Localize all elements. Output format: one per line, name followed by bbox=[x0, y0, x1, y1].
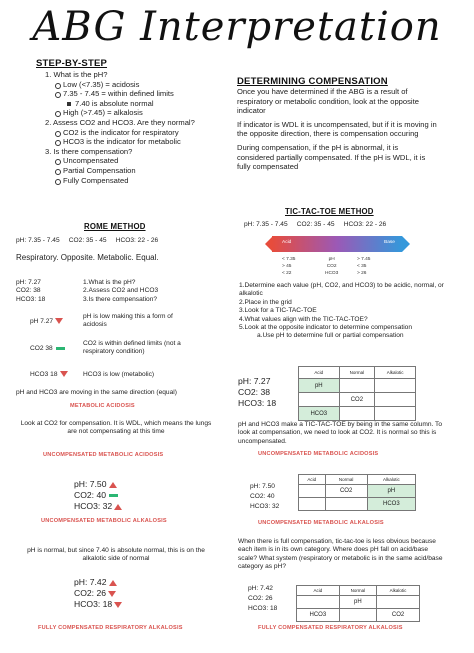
ex-value: HCO3: 18 bbox=[248, 604, 278, 612]
ex-value: CO2: 26 bbox=[248, 594, 273, 602]
grid-header: Normal bbox=[339, 367, 375, 379]
normal-dash-icon bbox=[109, 494, 118, 497]
grid-cell bbox=[339, 609, 376, 622]
comp-p3: During compensation, if the pH is abnormal, it is considered partially compensated. If the pH is WDL, it is fully compensated bbox=[237, 142, 426, 172]
grid-cell bbox=[299, 393, 340, 407]
grid-cell bbox=[375, 407, 416, 421]
grid-cell: CO2 bbox=[325, 485, 367, 498]
step-q3: 3. Is there compensation? bbox=[45, 146, 133, 156]
ex-value: pH: 7.42 bbox=[248, 585, 273, 592]
scale-cell: < 22 bbox=[282, 271, 292, 276]
arrow-up-icon bbox=[109, 580, 117, 586]
hco3-row-label: HCO3 18 bbox=[30, 371, 58, 378]
ex-value: HCO3: 18 bbox=[238, 398, 277, 408]
grid-cell bbox=[377, 596, 420, 609]
hco3-row bbox=[30, 371, 68, 379]
ex-step: 3.Is there compensation? bbox=[83, 295, 158, 303]
comp-p1: Once you have determined if the ABG is a result of respiratory or metabolic condition, look at the opposite indicator bbox=[237, 87, 419, 116]
grid-header: Normal bbox=[339, 586, 376, 596]
q2-item: CO2 is the indicator for respiratory bbox=[63, 128, 235, 138]
ex2-hco3 bbox=[74, 501, 122, 512]
normal-dash-icon bbox=[56, 347, 65, 350]
comp-p2: If indicator is WDL it is uncompensated, but if it is moving in the opposite direction, there is compensation occuring bbox=[237, 119, 437, 139]
grid-header: Acid bbox=[299, 367, 340, 379]
ex-value: CO2: 38 bbox=[16, 287, 41, 295]
grid-header: Normal bbox=[325, 475, 367, 485]
rome-example-values bbox=[16, 279, 45, 304]
scale-cell: < 7.35 bbox=[282, 257, 296, 262]
grid-cell bbox=[375, 393, 416, 407]
same-direction: pH and HCO3 are moving in the same direction (equal) bbox=[16, 389, 177, 396]
step-heading: STEP-BY-STEP bbox=[36, 58, 108, 69]
rome-example-2 bbox=[74, 479, 122, 512]
ex3-hco3-label: HCO3: 18 bbox=[74, 599, 113, 609]
arrow-down-icon bbox=[55, 318, 63, 324]
grid-cell bbox=[339, 407, 375, 421]
label-uncompensated: UNCOMPENSATED METABOLIC ACIDOSIS bbox=[43, 452, 164, 458]
scale-col-acid bbox=[282, 256, 295, 277]
after-grid-1: pH and HCO3 make a TIC-TAC-TOE by being in the same column. To look at compensation, we need to look at CO2. It is normal so this is uncompensated. bbox=[238, 421, 443, 445]
ttt-step: 3.Look for a TIC-TAC-TOE bbox=[239, 307, 317, 315]
grid-cell: HCO3 bbox=[367, 498, 415, 511]
ttt-grid-2 bbox=[298, 474, 416, 511]
grid-cell bbox=[299, 485, 326, 498]
ex-value: pH: 7.27 bbox=[16, 279, 41, 286]
arrow-up-icon bbox=[114, 504, 122, 510]
ttt-ranges: pH: 7.35 - 7.45 CO2: 35 - 45 HCO3: 22 - 26 bbox=[244, 221, 387, 228]
ex-value: HCO3: 18 bbox=[16, 295, 46, 303]
ttt-grid-1 bbox=[298, 366, 416, 421]
ttt-example-3 bbox=[248, 584, 277, 613]
rome-example-3 bbox=[74, 577, 122, 610]
ex2-co2 bbox=[74, 490, 122, 501]
label-ttt-uncompensated: UNCOMPENSATED METABOLIC ACIDOSIS bbox=[258, 451, 379, 457]
q3-item: Partial Compensation bbox=[63, 166, 235, 176]
ttt-example-1 bbox=[238, 376, 276, 409]
grid-cell: pH bbox=[339, 596, 376, 609]
step-q1: 1. What is the pH? bbox=[45, 70, 108, 79]
ex3-co2 bbox=[74, 588, 122, 599]
full-note: When there is full compensation, tic-tac-toe is less obvious because each item is in its own category. Where does pH fall on acid/base scale? What system (respiratory or metabolic is in the same acid/base category as pH? bbox=[238, 538, 443, 571]
q2-item: HCO3 is the indicator for metabolic bbox=[63, 137, 235, 147]
arrow-up-icon bbox=[109, 482, 117, 488]
ph-note: pH is low making this a form of acidosis bbox=[83, 313, 173, 329]
arrow-down-icon bbox=[108, 591, 116, 597]
scale-cell: > 7.45 bbox=[357, 257, 371, 262]
rome-ranges: pH: 7.35 - 7.45 CO2: 35 - 45 HCO3: 22 - 26 bbox=[16, 237, 159, 244]
page-title: ABG Interpretation bbox=[32, 4, 442, 50]
label-metabolic-acidosis: METABOLIC ACIDOSIS bbox=[70, 403, 135, 409]
scale-col-names bbox=[325, 256, 338, 277]
q1-item: Low (<7.35) = acidosis bbox=[63, 80, 235, 90]
ttt-example-2 bbox=[250, 482, 279, 511]
q1-item: High (>7.45) = alkalosis bbox=[63, 108, 235, 118]
grid-header: Acid bbox=[297, 586, 340, 596]
acid-base-scale bbox=[272, 236, 402, 252]
ttt-step: 4.What values align with the TIC-TAC-TOE? bbox=[239, 315, 368, 323]
co2-row-label: CO2 38 bbox=[30, 345, 53, 352]
ex-step: 1.What is the pH? bbox=[83, 279, 136, 286]
grid-cell: pH bbox=[299, 379, 340, 393]
co2-note: CO2 is within defined limits (not a respiratory condition) bbox=[83, 340, 181, 356]
look-co2: Look at CO2 for compensation. It is WDL, which means the lungs are not compensating at this time bbox=[20, 420, 212, 436]
label-ttt-uncompensated-alkalosis: UNCOMPENSATED METABOLIC ALKALOSIS bbox=[258, 520, 384, 526]
ex3-ph bbox=[74, 577, 122, 588]
ttt-step-5a: a.Use pH to determine full or partial compensation bbox=[257, 332, 404, 340]
step-q2: 2. Assess CO2 and HCO3. Are they normal? bbox=[45, 117, 195, 127]
scale-arrow-right-icon bbox=[402, 236, 410, 252]
scale-cell: CO2 bbox=[326, 264, 337, 269]
grid-cell bbox=[375, 379, 416, 393]
scale-acid-label: Acid bbox=[282, 240, 292, 245]
q1-item: 7.35 - 7.45 = within defined limits bbox=[63, 89, 235, 99]
ex3-hco3 bbox=[74, 599, 122, 610]
grid-cell bbox=[297, 596, 340, 609]
ex3-co2-label: CO2: 26 bbox=[74, 588, 107, 598]
step-list bbox=[45, 70, 235, 185]
scale-cell: > 45 bbox=[282, 264, 292, 269]
scale-cell: HCO3 bbox=[325, 271, 339, 276]
scale-base-label: Base bbox=[384, 240, 395, 245]
ttt-steps bbox=[239, 282, 449, 341]
label-ttt-fully-compensated: FULLY COMPENSATED RESPIRATORY ALKALOSIS bbox=[258, 625, 403, 631]
scale-cell: pH bbox=[328, 257, 335, 262]
q1-sub: 7.40 is absolute normal bbox=[75, 99, 235, 109]
hco3-note: HCO3 is low (metabolic) bbox=[83, 371, 155, 378]
grid-cell: CO2 bbox=[339, 393, 375, 407]
comp-body bbox=[237, 87, 437, 172]
rome-heading: ROME METHOD bbox=[84, 222, 146, 231]
q3-item: Fully Compensated bbox=[63, 176, 235, 186]
grid-cell bbox=[325, 498, 367, 511]
q3-item: Uncompensated bbox=[63, 156, 235, 166]
grid-header: Acid bbox=[299, 475, 326, 485]
ex-value: pH: 7.50 bbox=[250, 483, 275, 490]
ex2-co2-label: CO2: 40 bbox=[74, 490, 107, 500]
label-uncompensated-alkalosis: UNCOMPENSATED METABOLIC ALKALOSIS bbox=[41, 518, 167, 524]
ex3-ph-label: pH: 7.42 bbox=[74, 577, 107, 587]
ph-row bbox=[30, 318, 63, 326]
ex2-hco3-label: HCO3: 32 bbox=[74, 501, 113, 511]
label-fully-compensated: FULLY COMPENSATED RESPIRATORY ALKALOSIS bbox=[38, 625, 183, 631]
ttt-step: 2.Place in the grid bbox=[239, 298, 292, 306]
ttt-grid-3 bbox=[296, 585, 420, 622]
comp-heading: DETERMINING COMPENSATION bbox=[237, 76, 388, 87]
ex-step: 2.Assess CO2 and HCO3 bbox=[83, 287, 159, 295]
rome-example-steps bbox=[83, 279, 158, 304]
ttt-heading: TIC-TAC-TOE METHOD bbox=[285, 207, 374, 216]
grid-cell: HCO3 bbox=[299, 407, 340, 421]
arrow-down-icon bbox=[60, 371, 68, 377]
grid-header: Alkalotic bbox=[377, 586, 420, 596]
ex2-ph-label: pH: 7.50 bbox=[74, 479, 107, 489]
grid-cell: HCO3 bbox=[297, 609, 340, 622]
ph-row-label: pH 7.27 bbox=[30, 318, 54, 325]
rome-mnemonic: Respiratory. Opposite. Metabolic. Equal. bbox=[16, 253, 159, 262]
ttt-step: 5.Look at the opposite indicator to determine compensation bbox=[239, 324, 413, 332]
grid-cell: CO2 bbox=[377, 609, 420, 622]
ex-value: HCO3: 32 bbox=[250, 502, 280, 510]
ex-value: pH: 7.27 bbox=[238, 376, 271, 386]
grid-cell bbox=[339, 379, 375, 393]
grid-header: Alkalotic bbox=[375, 367, 416, 379]
ttt-step: 1.Determine each value (pH, CO2, and HCO3) to be acidic, normal, or alkalotic bbox=[239, 282, 444, 298]
scale-cell: > 26 bbox=[357, 271, 367, 276]
normal-note: pH is normal, but since 7.40 is absolute normal, this is on the alkalotic side of normal bbox=[27, 547, 205, 563]
ex-value: CO2: 38 bbox=[238, 387, 271, 397]
ex-value: CO2: 40 bbox=[250, 492, 275, 500]
arrow-down-icon bbox=[114, 602, 122, 608]
grid-header: Alkalotic bbox=[367, 475, 415, 485]
scale-col-base bbox=[357, 256, 370, 277]
co2-row bbox=[30, 345, 65, 353]
scale-cell: < 35 bbox=[357, 264, 367, 269]
grid-cell: pH bbox=[367, 485, 415, 498]
grid-cell bbox=[299, 498, 326, 511]
ex2-ph bbox=[74, 479, 122, 490]
